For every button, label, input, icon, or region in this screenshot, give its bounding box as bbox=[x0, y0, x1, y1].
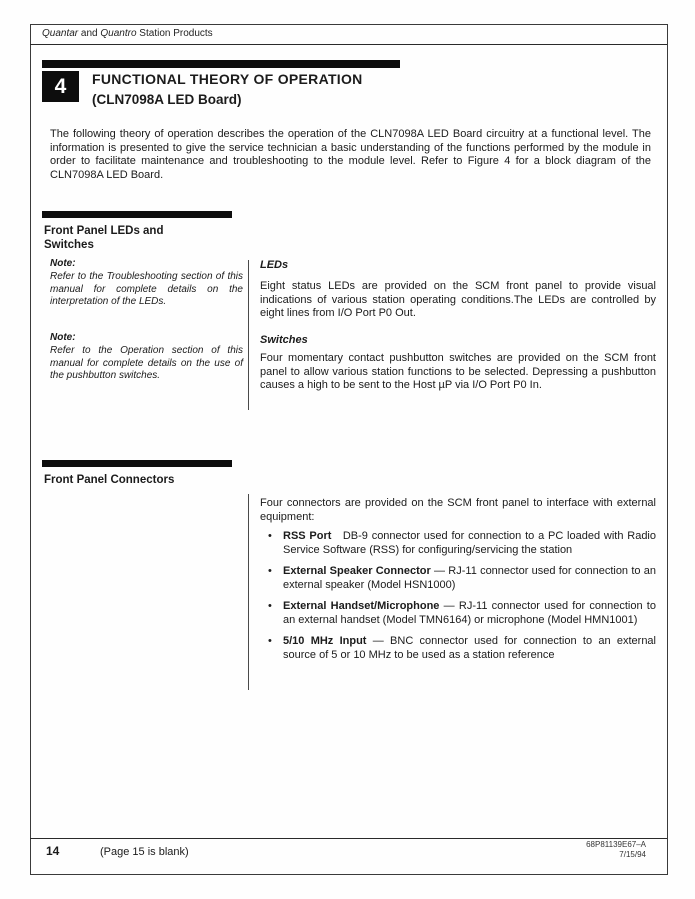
bullet-item-rss-port bbox=[268, 530, 656, 557]
bullet-body: DB-9 connector used for connection to a PC loaded with Radio Service Software (RSS) for configuring/servicing the station bbox=[283, 530, 656, 556]
bullet-body: RJ-11 connector used for connection to an external handset (Model TMN6164) or microphone (Model HMN1001) bbox=[283, 600, 656, 626]
connectors-intro: Four connectors are provided on the SCM front panel to interface with external equipment: bbox=[260, 497, 656, 523]
doc-date: 7/15/94 bbox=[619, 849, 646, 859]
leds-heading: LEDs bbox=[260, 259, 289, 271]
chapter-number: 4 bbox=[54, 74, 67, 98]
doc-number: 68P81139E67–A bbox=[586, 840, 646, 849]
bullet-lead: External Handset/Microphone bbox=[283, 600, 440, 612]
bullet-body: BNC connector used for connection to an external source of 5 or 10 MHz to be used as a station reference bbox=[283, 635, 656, 661]
bullet-lead: 5/10 MHz Input bbox=[283, 635, 367, 647]
column-divider-1 bbox=[248, 260, 249, 410]
section1-heading: Front Panel LEDs and Switches bbox=[44, 225, 164, 251]
intro-paragraph: The following theory of operation describes the operation of the CLN7098A LED Board circuitry at a functional level. The information is presented to give the service technician a basic understanding of the functions performed by the module in order to facilitate maintenance and troubleshooting to the module level. Refer to Figure 4 for a block diagram of the CLN7098A LED Board. bbox=[50, 128, 651, 181]
chapter-title-line1: FUNCTIONAL THEORY OF OPERATION bbox=[92, 71, 363, 87]
chapter-title-line2: (CLN7098A LED Board) bbox=[92, 92, 242, 107]
note-label-2: Note: bbox=[50, 332, 76, 343]
bullet-lead: External Speaker Connector bbox=[283, 565, 431, 577]
leds-paragraph: Eight status LEDs are provided on the SCM front panel to provide visual indications of various station operating conditions.The LEDs are controlled by eight lines from I/O Port P0 Out. bbox=[260, 280, 656, 319]
section2-heading: Front Panel Connectors bbox=[44, 474, 175, 486]
bullet-body: RJ-11 connector used for connection to an external speaker (Model HSN1000) bbox=[283, 565, 656, 591]
bullet-lead: RSS Port bbox=[283, 530, 332, 542]
bullet-sep: — bbox=[366, 635, 391, 647]
bullet-dot: • bbox=[268, 635, 272, 647]
connector-bullet-list bbox=[268, 530, 656, 670]
bullet-text bbox=[283, 565, 656, 592]
page-number: 14 bbox=[46, 844, 60, 858]
bullet-item-external-speaker bbox=[268, 565, 656, 592]
bullet-sep: — bbox=[439, 600, 459, 612]
column-divider-2 bbox=[248, 494, 249, 690]
doc-id-block bbox=[500, 840, 646, 859]
bullet-sep bbox=[331, 530, 342, 542]
bullet-item-handset-microphone bbox=[268, 600, 656, 627]
bullet-text bbox=[283, 530, 656, 557]
header-product-1: Quantar bbox=[42, 28, 79, 39]
bullet-dot: • bbox=[268, 600, 272, 612]
note-text-2: Refer to the Operation section of this manual for complete details on the use of the pushbutton switches. bbox=[50, 345, 243, 381]
bullet-text bbox=[283, 635, 656, 662]
section1-bar bbox=[42, 211, 232, 218]
header-rest: Station Products bbox=[136, 28, 213, 39]
bullet-text bbox=[283, 600, 656, 627]
chapter-title-bar bbox=[42, 60, 400, 68]
note-label-1: Note: bbox=[50, 258, 76, 269]
switches-paragraph: Four momentary contact pushbutton switches are provided on the SCM front panel to allow various station functions to be selected. Depressing a pushbutton causes a high to be sent to the Host µP via I/O Port P0 In. bbox=[260, 352, 656, 391]
chapter-number-box bbox=[42, 71, 79, 102]
blank-page-note: (Page 15 is blank) bbox=[100, 846, 189, 858]
note-text-1: Refer to the Troubleshooting section of this manual for complete details on the interpretation of the LEDs. bbox=[50, 271, 243, 307]
bullet-item-mhz-input bbox=[268, 635, 656, 662]
bullet-dot: • bbox=[268, 565, 272, 577]
running-header bbox=[42, 28, 213, 39]
bullet-sep: — bbox=[430, 565, 449, 577]
header-rule bbox=[30, 44, 667, 45]
bullet-dot: • bbox=[268, 530, 272, 542]
section2-bar bbox=[42, 460, 232, 467]
header-product-2: Quantro bbox=[100, 28, 137, 39]
switches-heading: Switches bbox=[260, 334, 308, 346]
footer-rule bbox=[30, 838, 667, 839]
header-mid: and bbox=[78, 28, 101, 39]
